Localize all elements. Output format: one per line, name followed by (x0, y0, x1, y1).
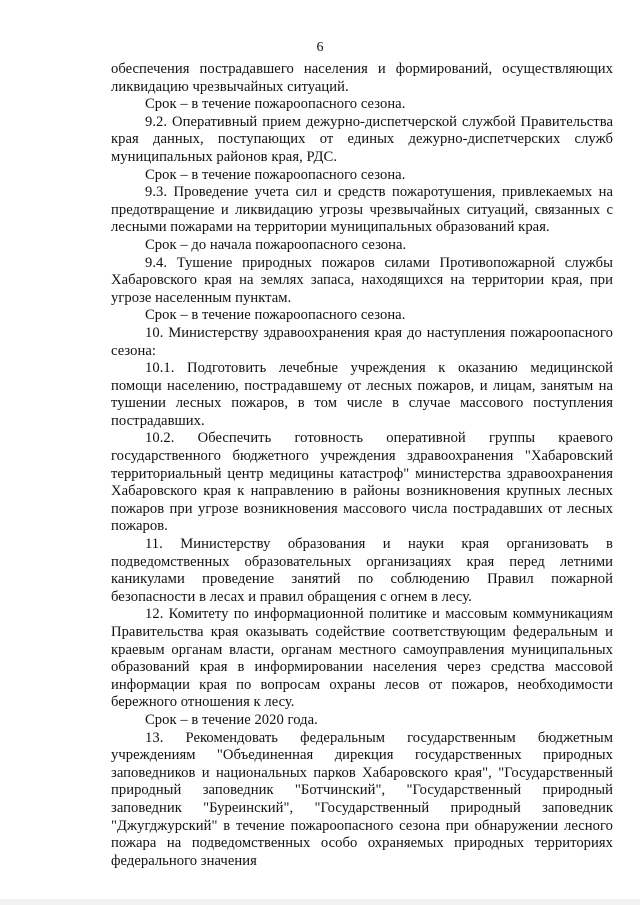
deadline-line: Срок – до начала пожароопасного сезона. (145, 236, 407, 253)
page-number: 6 (316, 40, 324, 55)
paragraph: 10.1. Подготовить лечебные учреждения к оказанию медицинской помощи населению, пострадавшему от лесных пожаров, и лицам, занятым на тушении лесных пожаров, в том числе в случае массового поступления пострадавших. (111, 360, 613, 429)
document-body (111, 61, 613, 870)
paragraph: 10. Министерству здравоохранения края до наступления пожароопасного сезона: (111, 324, 613, 359)
paragraph: 10.2. Обеспечить готовность оперативной группы краевого государственного бюджетного учреждения здравоохранения "Хабаровский территориальный центр медицины катастроф" министерства здравоохранения Хабаровского края к направлению в районы возникновения крупных лесных пожаров при угрозе возникновения массового числа пострадавших от лесных пожаров. (111, 430, 613, 535)
deadline-line: Срок – в течение пожароопасного сезона. (145, 307, 406, 324)
paragraph: 9.2. Оперативный прием дежурно-диспетчерской службой Правительства края данных, поступающих от единых дежурно-диспетчерских служб муниципальных районов края, РДС. (111, 113, 613, 165)
paragraph: 12. Комитету по информационной политике и массовым коммуникациям Правительства края оказывать содействие соответствующим федеральным и краевым органам власти, органам местного самоуправления муниципальных образований края в информировании населения через средства массовой информации края по вопросам охраны лесов от пожаров, необходимости бережного отношения к лесу. (111, 606, 613, 711)
deadline-line: Срок – в течение 2020 года. (145, 711, 318, 728)
paragraph: 13. Рекомендовать федеральным государственным бюджетным учреждениям "Объединенная дирекция государственных природных заповедников и национальных парков Хабаровского края", "Государственный природный заповедник "Ботчинский", "Государственный природный заповедник "Буреинский", "Государственный природный заповедник "Джугджурский" в течение пожароопасного сезона при обнаружении лесного пожара на подведомственных особо охраняемых природных территориях федерального значения (111, 729, 613, 869)
paragraph: 9.3. Проведение учета сил и средств пожаротушения, привлекаемых на предотвращение и ликвидацию угрозы чрезвычайных ситуаций, связанных с лесными пожарами на территории муниципальных образований края. (111, 184, 613, 236)
deadline-line: Срок – в течение пожароопасного сезона. (145, 96, 406, 113)
paragraph: 9.4. Тушение природных пожаров силами Противопожарной службы Хабаровского края на землях запаса, находящихся на территории края, при угрозе населенным пунктам. (111, 254, 613, 306)
page-bottom-edge (0, 899, 640, 905)
deadline-line: Срок – в течение пожароопасного сезона. (145, 166, 406, 183)
paragraph: обеспечения пострадавшего населения и формирований, осуществляющих ликвидацию чрезвычайных ситуаций. (111, 61, 613, 95)
paragraph: 11. Министерству образования и науки края организовать в подведомственных образовательных организациях края перед летними каникулами проведение занятий по соблюдению Правил пожарной безопасности в лесах и правил обращения с огнем в лесу. (111, 536, 613, 605)
